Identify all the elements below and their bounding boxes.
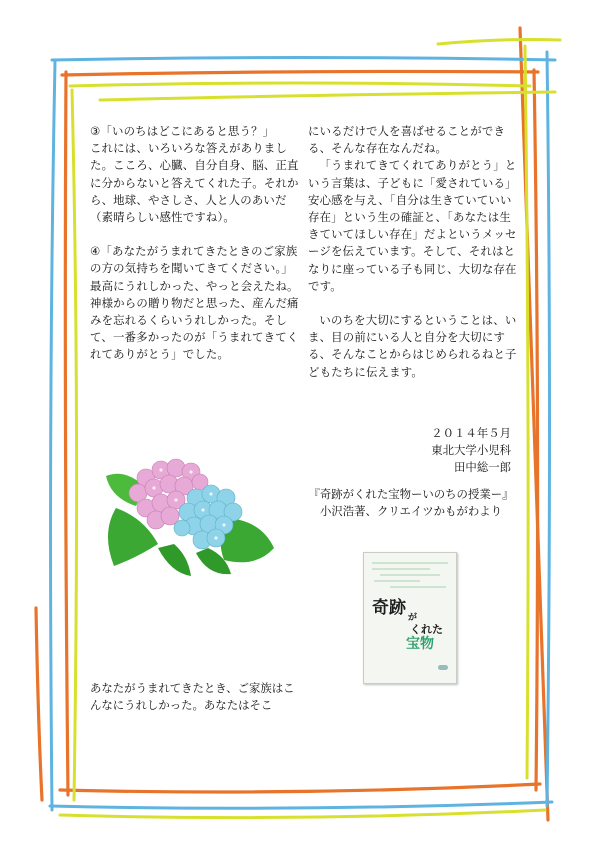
book-cover-title-2: が bbox=[408, 613, 418, 623]
left-column bbox=[90, 123, 300, 364]
right-column bbox=[308, 123, 520, 381]
signature-org: 東北大学小児科 bbox=[431, 443, 511, 457]
signature-block bbox=[431, 425, 511, 476]
book-credit-title: 『奇跡がくれた宝物ーいのちの授業ー』 bbox=[308, 487, 514, 501]
book-cover-text-lines bbox=[370, 559, 450, 595]
signature-name: 田中総一郎 bbox=[454, 460, 511, 474]
paragraph-continuation: にいるだけで人を喜ばせることができる、そんな存在なんだね。 bbox=[308, 124, 506, 156]
paragraph-bottom: あなたがうまれてきたとき、ご家族はこんなにうれしかった。あなたはそこ bbox=[90, 681, 295, 713]
book-cover-image bbox=[363, 552, 457, 684]
paragraph-question-3: ③「いのちはどこにあると思う？」 これには、いろいろな答えがありました。こころ、心臓、自分自身、脳、正直に分からないと答えてくれた子。それから、地球、やさしさ、人と人のあいだ（素晴らしい感性ですね）。 bbox=[90, 124, 299, 225]
signature-date: ２０１４年５月 bbox=[431, 426, 511, 440]
hydrangea-illustration bbox=[96, 448, 278, 578]
paragraph-family-answers: 最高にうれしかった、やっと会えたね。神様からの贈り物だと思った、産んだ痛みを忘れるくらいうれしかった。そして、一番多かったのが「うまれてきてくれてありがとう」でした。 bbox=[90, 278, 299, 362]
paragraph-message: 「うまれてきてくれてありがとう」という言葉は、子どもに「愛されている」安心感を与え、「自分は生きていていい存在」という生の確証と、「あなたは生きていてほしい存在」だよというメッセージを伝えています。そして、それはとなりに座っている子も同じ、大切な存在です。 bbox=[308, 158, 517, 293]
book-cover-title-4: 宝物 bbox=[406, 636, 434, 652]
book-credit-publisher: 小沢浩著、クリエイツかもがわより bbox=[319, 504, 503, 518]
book-cover-title-3: くれた bbox=[410, 623, 443, 636]
bottom-left-text bbox=[90, 680, 300, 714]
book-cover-title-1: 奇跡 bbox=[372, 598, 406, 618]
book-credit bbox=[300, 486, 522, 520]
paragraph-question-4: ④「あなたがうまれてきたときのご家族の方の気持ちを聞いてきてください。」 bbox=[90, 244, 298, 276]
paragraph-conclusion: いのちを大切にするということは、いま、目の前にいる人と自分を大切にする、そんなことからはじめられるねと子どもたちに伝えます。 bbox=[308, 313, 517, 379]
book-publisher-logo bbox=[438, 665, 448, 670]
